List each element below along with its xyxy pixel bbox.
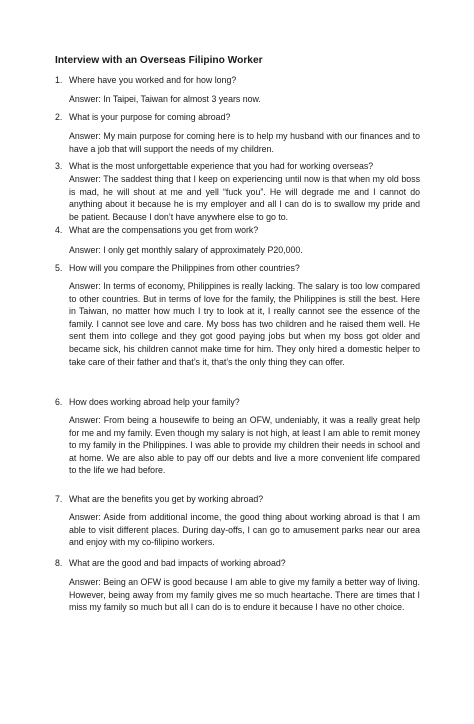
answer-7: Answer: Aside from additional income, the good thing about working abroad is that I am able to visit different places. During day-offs, I can go to amusement parks near our area and enjoy with my co-filipino workers.: [69, 512, 420, 548]
question-2: [55, 111, 420, 124]
question-number: 4.: [55, 225, 63, 235]
question-number: 8.: [55, 558, 63, 568]
answer-2: Answer: My main purpose for coming here is to help my husband with our finances and to have a job that will support the needs of my children.: [69, 131, 420, 154]
question-4: [55, 224, 420, 237]
answer-5: Answer: In terms of economy, Philippines is really lacking. The salary is too low compared to other countries. But in terms of love for the family, the Philippines is still the best. Here in Taiwan, no matter how much I try to look at it, I really cannot see the essence of the family. I cannot see love and care. My boss has two children and he raised them well. He sent them into college and they got good paying jobs but when my boss got older and became sick, his children cannot make time for him. They only hired a domestic helper to take care of their father and that’s it, that’s the only thing they can offer.: [69, 281, 420, 367]
question-6: [55, 396, 420, 409]
question-number: 3.: [55, 161, 63, 171]
question-7: [55, 493, 420, 506]
question-8: [55, 557, 420, 570]
question-3: [55, 160, 420, 173]
answer-4: Answer: I only get monthly salary of approximately P20,000.: [69, 245, 303, 255]
question-number: 5.: [55, 263, 63, 273]
question-text: What is the most unforgettable experience that you had for working overseas?: [69, 161, 374, 171]
question-number: 1.: [55, 75, 63, 85]
question-text: What is your purpose for coming abroad?: [69, 112, 231, 122]
answer-8: Answer: Being an OFW is good because I am able to give my family a better way of living. However, being away from my family gives me so much heartache. There are times that I miss my family so much but all I can do is to endure it because I have no other choice.: [69, 577, 420, 613]
answer-3: Answer: The saddest thing that I keep on experiencing until now is that when my old boss is mad, he will shout at me and yell “fuck you”. He will degrade me and I cannot do anything about it because he is my employer and all I can do is to swallow my pride and be patient. Because I don’t have anywhere else to go to.: [69, 174, 420, 222]
answer-1: Answer: In Taipei, Taiwan for almost 3 years now.: [69, 94, 261, 104]
question-text: What are the benefits you get by working abroad?: [69, 494, 264, 504]
question-number: 7.: [55, 494, 63, 504]
question-text: What are the good and bad impacts of working abroad?: [69, 558, 286, 568]
document-title: Interview with an Overseas Filipino Worker: [55, 55, 263, 66]
question-1: [55, 74, 420, 87]
question-text: Where have you worked and for how long?: [69, 75, 237, 85]
question-text: How will you compare the Philippines from other countries?: [69, 263, 300, 273]
answer-6: Answer: From being a housewife to being an OFW, undeniably, it was a really great help for me and my family. Even though my salary is not high, at least I am able to remit money to my family in the Philippines. I was able to provide my children their needs in school and at home. We are also able to pay off our debts and live a more convenient life compared to the life we had before.: [69, 415, 420, 476]
question-text: What are the compensations you get from work?: [69, 225, 259, 235]
question-number: 6.: [55, 397, 63, 407]
question-text: How does working abroad help your family?: [69, 397, 240, 407]
question-5: [55, 262, 420, 275]
question-number: 2.: [55, 112, 63, 122]
